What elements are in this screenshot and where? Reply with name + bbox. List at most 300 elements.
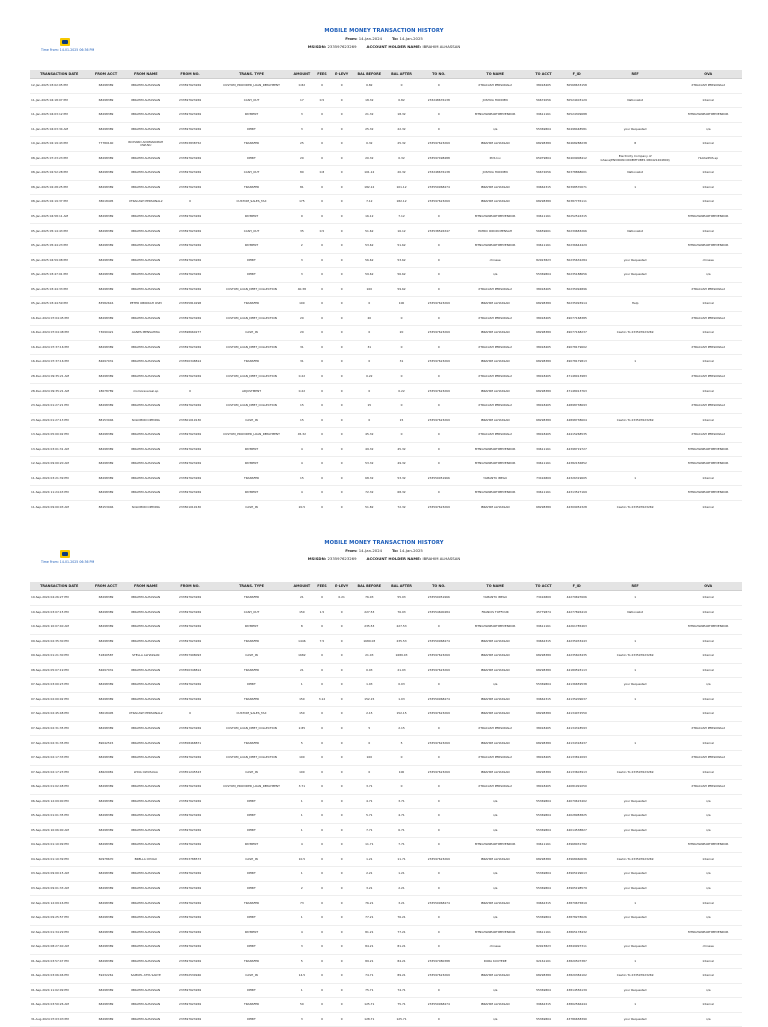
cell-to-acct: 39662315: [529, 896, 557, 911]
cell-from-no: 233501019130: [168, 413, 212, 428]
cell-bal-before: 1.21: [352, 852, 386, 867]
cell-f-id: 44014538827: [558, 823, 596, 838]
account-info: MSISDN: 233597623269 ACCOUNT HOLDER NAME: IBRAHIM ALHASSAN: [307, 556, 461, 561]
cell-bal-before: 5.71: [352, 809, 386, 824]
cell-ref: your Requested: [596, 911, 675, 926]
cell-to-acct: 68298389: [529, 649, 557, 664]
cell-bal-before: 0: [352, 384, 386, 399]
cell-to-acct: 82923823: [529, 940, 557, 955]
cell-to-no: 233248676138: [417, 93, 461, 108]
cell-fees: 0: [313, 983, 331, 998]
cell-trans-type: CUSTOM_PROVIDER_LOAN_REPAYMENT: [212, 780, 291, 795]
cell-ref: Cashin To 233597623269: [596, 413, 675, 428]
cell-from-no: 233597623269: [168, 486, 212, 501]
cell-to-no: 233597623269: [417, 137, 461, 152]
cell-amount: 1682: [291, 649, 313, 664]
table-row: [30, 823, 742, 838]
cell-to-acct: 38018405: [529, 780, 557, 795]
cell-from-acct: 68298389: [88, 721, 123, 736]
cell-from-no: 233597623269: [168, 79, 212, 94]
cell-to-no: 233597623269: [417, 195, 461, 210]
cell-from-no: 233597623269: [168, 457, 212, 472]
cell-bal-after: 76.21: [386, 911, 416, 926]
cell-date: 05-Jan-2025 03:44:59 PM: [30, 297, 88, 312]
cell-from-acct: 68298389: [88, 1012, 123, 1027]
cell-amount: 1: [291, 983, 313, 998]
cell-bal-before: 20.32: [352, 151, 386, 166]
cell-amount: 2: [291, 239, 313, 254]
cell-e-levy: 0: [331, 721, 352, 736]
table-row: [30, 195, 742, 210]
cell-fees: 0: [313, 998, 331, 1013]
cell-ref: 1: [596, 692, 675, 707]
cell-fees: 0: [313, 780, 331, 795]
cell-ova: Internal: [674, 954, 742, 969]
column-header: OVA: [674, 70, 742, 79]
cell-bal-after: 7.71: [386, 838, 416, 853]
cell-ova: Internal: [674, 195, 742, 210]
cell-ova: XTRACASH PERSONAL2: [674, 721, 742, 736]
cell-from-acct: 68298389: [88, 268, 123, 283]
column-header: TRANSACTION DATE: [30, 582, 88, 591]
cell-bal-before: 68.32: [352, 471, 386, 486]
cell-f-id: 50239683266: [558, 224, 596, 239]
cell-ref: Cashin To 233597623269: [596, 326, 675, 341]
cell-to-name: XTRACASH PERSONAL2: [461, 780, 529, 795]
column-header: REF: [596, 582, 675, 591]
cell-to-name: XTRACASH PERSONAL2: [461, 282, 529, 297]
cell-ref: [596, 457, 675, 472]
cell-amount: 3: [291, 1012, 313, 1027]
cell-ova: XTRACASH PERSONAL2: [674, 282, 742, 297]
cell-to-no: 233248676138: [417, 166, 461, 181]
cell-from-no: 233597623269: [168, 823, 212, 838]
cell-from-no: 233597623269: [168, 911, 212, 926]
cell-date: 02-Sep-2024 09:25:57 PM: [30, 911, 88, 926]
cell-date: 08-Jan-2025 02:52:28 PM: [30, 166, 88, 181]
cell-date: 08-Jan-2025 07:23:23 PM: [30, 151, 88, 166]
cell-e-levy: 0: [331, 151, 352, 166]
cell-bal-after: 81.21: [386, 940, 416, 955]
cell-to-name: n/a: [461, 867, 529, 882]
cell-bal-before: 0: [352, 413, 386, 428]
cell-from-acct: 68298389: [88, 634, 123, 649]
cell-trans-type: DEBIT: [212, 867, 291, 882]
cell-amount: 3: [291, 253, 313, 268]
cell-date: 01-Sep-2024 03:50:26 AM: [30, 998, 88, 1013]
cell-date: 10-Jan-2025 02:19:43 PM: [30, 137, 88, 152]
cell-bal-after: 235.53: [386, 634, 416, 649]
cell-from-name: STELLA ALHASSAN: [124, 649, 168, 664]
cell-ova: Internal: [674, 180, 742, 195]
cell-date: 16-Dec-2024 07:37:16 PM: [30, 340, 88, 355]
cell-date: 05-Jan-2025 03:47:01 PM: [30, 268, 88, 283]
table-row: [30, 605, 742, 620]
cell-bal-before: 51.82: [352, 500, 386, 515]
cell-e-levy: 0: [331, 137, 352, 152]
table-row: [30, 486, 742, 501]
cell-amount: 3: [291, 268, 313, 283]
cell-e-levy: 0: [331, 838, 352, 853]
cell-bal-after: 72.32: [386, 500, 416, 515]
cell-ova: XTRACASH PERSONAL2: [674, 311, 742, 326]
cell-from-no: 0: [168, 195, 212, 210]
table-row: [30, 736, 742, 751]
table-row: [30, 692, 742, 707]
cell-to-acct: 39611161: [529, 209, 557, 224]
cell-to-name: PATRIC RIDON MENSAH: [461, 224, 529, 239]
cell-ref: 1: [596, 954, 675, 969]
cell-e-levy: 0: [331, 998, 352, 1013]
cell-trans-type: CUSTOM_LOAN_DEBT_COLLECTION: [212, 399, 291, 414]
cell-from-acct: 68298389: [88, 998, 123, 1013]
statement-page-2: [0, 512, 768, 1024]
cell-amount: 150: [291, 605, 313, 620]
cell-to-name: JOSHUA HODDEN: [461, 166, 529, 181]
cell-from-name: IBRAHIM ALHASSAN: [124, 340, 168, 355]
cell-bal-after: 101.12: [386, 180, 416, 195]
table-row: [30, 983, 742, 998]
cell-bal-before: 1.03: [352, 678, 386, 693]
cell-to-no: 233597623269: [417, 413, 461, 428]
cell-ref: Cashin To 233597623269: [596, 649, 675, 664]
table-row: [30, 809, 742, 824]
table-header-row: [30, 70, 742, 79]
cell-from-acct: 68298389: [88, 224, 123, 239]
column-header: F_ID: [558, 70, 596, 79]
cell-ref: 1: [596, 471, 675, 486]
cell-ova: Internal: [674, 765, 742, 780]
cell-amount: 1: [291, 823, 313, 838]
cell-e-levy: 0: [331, 166, 352, 181]
cell-from-no: 233597623269: [168, 881, 212, 896]
cell-from-no: 233597623269: [168, 954, 212, 969]
cell-bal-before: 3.71: [352, 780, 386, 795]
cell-from-name: momoreversal.sp: [124, 384, 168, 399]
column-header: BAL BEFORE: [352, 70, 386, 79]
cell-ref: 1: [596, 591, 675, 606]
cell-from-no: 233597623269: [168, 311, 212, 326]
cell-ref: 1: [596, 663, 675, 678]
cell-trans-type: TRANSFER: [212, 663, 291, 678]
cell-to-name: n/a: [461, 823, 529, 838]
cell-from-name: LYDIA OWUSUAA: [124, 765, 168, 780]
cell-fees: 0: [313, 340, 331, 355]
cell-to-name: XTRACASH PERSONAL2: [461, 428, 529, 443]
cell-trans-type: CASH_IN: [212, 969, 291, 984]
cell-e-levy: 0: [331, 634, 352, 649]
transactions-table: [30, 70, 742, 530]
cell-date: 01-Sep-2024 11:02:09 PM: [30, 983, 88, 998]
cell-to-name: MTNGHLINEARTIMEVENDOR: [461, 620, 529, 635]
cell-ref: your Requested: [596, 867, 675, 882]
cell-to-name: n/a: [461, 268, 529, 283]
cell-date: 02-Sep-2024 01:34:29 PM: [30, 925, 88, 940]
cell-f-id: 43849997311: [558, 940, 596, 955]
cell-ref: [596, 751, 675, 766]
cell-e-levy: 0: [331, 794, 352, 809]
cell-to-no: 233597623269: [417, 765, 461, 780]
cell-from-acct: 60978670: [88, 852, 123, 867]
cell-ref: [596, 195, 675, 210]
table-row: [30, 998, 742, 1013]
cell-fees: 0: [313, 486, 331, 501]
cell-trans-type: PAYMENT: [212, 209, 291, 224]
column-header: E-LEVY: [331, 582, 352, 591]
cell-to-no: 233550051966: [417, 471, 461, 486]
cell-trans-type: CASH_OUT: [212, 93, 291, 108]
cell-bal-after: 6.71: [386, 823, 416, 838]
cell-to-acct: 68298389: [529, 326, 557, 341]
cell-from-no: 233597623269: [168, 809, 212, 824]
cell-fees: 0.5: [313, 93, 331, 108]
cell-to-no: 233550968474: [417, 180, 461, 195]
cell-to-no: 0: [417, 442, 461, 457]
cell-to-acct: 39611161: [529, 838, 557, 853]
cell-date: 08-Sep-2024 05:07:19 PM: [30, 663, 88, 678]
cell-bal-after: 22.32: [386, 122, 416, 137]
cell-amount: 15: [291, 471, 313, 486]
cell-to-acct: 45779874: [529, 605, 557, 620]
cell-ova: Internal: [674, 634, 742, 649]
cell-date: 13-Sep-2024 05:00:02 PM: [30, 428, 88, 443]
table-row: [30, 838, 742, 853]
cell-bal-before: 51.62: [352, 224, 386, 239]
cell-bal-after: 59.62: [386, 282, 416, 297]
cell-amount: 15: [291, 413, 313, 428]
cell-bal-before: 75.71: [352, 983, 386, 998]
table-row: [30, 911, 742, 926]
cell-bal-before: 20: [352, 311, 386, 326]
cell-from-name: IBRAHIM ALHASSAN: [124, 983, 168, 998]
cell-from-name: IBRAHIM ALHASSAN: [124, 355, 168, 370]
cell-to-acct: 68298389: [529, 663, 557, 678]
cell-ref: 1: [596, 180, 675, 195]
cell-bal-before: 49.32: [352, 442, 386, 457]
cell-bal-before: 100: [352, 751, 386, 766]
cell-amount: 9: [291, 209, 313, 224]
cell-ova: XTRACASH PERSONAL2: [674, 428, 742, 443]
cell-from-name: IBRAHIM ALHASSAN: [124, 253, 168, 268]
cell-trans-type: DEBIT: [212, 268, 291, 283]
cell-f-id: 44133812093: [558, 751, 596, 766]
cell-to-name: IBRAHIM ALHASSAN: [461, 692, 529, 707]
cell-ova: Internal: [674, 471, 742, 486]
cell-to-name: IBRAHIM ALHASSAN: [461, 896, 529, 911]
cell-to-no: 0: [417, 751, 461, 766]
cell-from-no: 233597623269: [168, 751, 212, 766]
cell-from-no: 233555810298: [168, 297, 212, 312]
cell-amount: 20: [291, 326, 313, 341]
cell-to-acct: 39611161: [529, 925, 557, 940]
cell-from-acct: 51840587: [88, 649, 123, 664]
cell-to-acct: 68298389: [529, 707, 557, 722]
cell-ref: Cashin To 233597623269: [596, 852, 675, 867]
cell-f-id: 43968460636: [558, 852, 596, 867]
cell-bal-before: 53.62: [352, 239, 386, 254]
cell-f-id: 50235093914: [558, 297, 596, 312]
cell-bal-before: 0: [352, 355, 386, 370]
cell-ref: your Requested: [596, 122, 675, 137]
cell-from-acct: 68298389: [88, 925, 123, 940]
cell-to-no: 0: [417, 721, 461, 736]
cell-amount: 100: [291, 765, 313, 780]
cell-bal-after: 0.03: [386, 678, 416, 693]
column-header: FEES: [313, 582, 331, 591]
cell-trans-type: TRANSFER: [212, 180, 291, 195]
cell-to-name: n/a: [461, 881, 529, 896]
cell-date: 31-Aug-2024 07:03:03 PM: [30, 1012, 88, 1027]
table-row: [30, 925, 742, 940]
cell-from-no: 233550348814: [168, 663, 212, 678]
cell-to-acct: 39611161: [529, 457, 557, 472]
cell-to-acct: 68298389: [529, 736, 557, 751]
cell-fees: 0: [313, 852, 331, 867]
cell-e-levy: 0: [331, 605, 352, 620]
cell-f-id: 43968031782: [558, 838, 596, 853]
cell-to-name: n/a: [461, 678, 529, 693]
cell-from-no: 233597623269: [168, 253, 212, 268]
cell-amount: 20.5: [291, 500, 313, 515]
cell-bal-after: 56.62: [386, 268, 416, 283]
cell-ova: XTRACASH PERSONAL2: [674, 340, 742, 355]
cell-e-levy: 0: [331, 428, 352, 443]
cell-from-no: 233597623269: [168, 471, 212, 486]
cell-f-id: 44134318437: [558, 736, 596, 751]
cell-from-name: IBRAHIM ALHASSAN: [124, 457, 168, 472]
cell-bal-before: 4.71: [352, 794, 386, 809]
cell-ref: 8: [596, 137, 675, 152]
cell-to-name: XTRACASH PERSONAL2: [461, 721, 529, 736]
cell-trans-type: DEBIT: [212, 122, 291, 137]
column-header: TO ACCT: [529, 70, 557, 79]
cell-to-name: IBRAHIM ALHASSAN: [461, 736, 529, 751]
cell-trans-type: DEBIT: [212, 911, 291, 926]
cell-to-acct: 68298389: [529, 500, 557, 515]
table-row: [30, 954, 742, 969]
table-row: [30, 151, 742, 166]
cell-fees: 0.8: [313, 166, 331, 181]
cell-from-name: IBRAHIM ALHASSAN: [124, 122, 168, 137]
cell-date: 16-Dec-2024 07:37:16 PM: [30, 355, 88, 370]
cell-to-name: IBRAHIM ALHASSAN: [461, 998, 529, 1013]
cell-f-id: 43786658390: [558, 1012, 596, 1027]
cell-e-levy: 0.21: [331, 591, 352, 606]
cell-e-levy: 0: [331, 852, 352, 867]
cell-fees: 0: [313, 940, 331, 955]
cell-date: 07-Sep-2024 02:00:02 PM: [30, 692, 88, 707]
cell-f-id: 44134072550: [558, 707, 596, 722]
cell-date: 09-Sep-2024 02:35:30 PM: [30, 634, 88, 649]
cell-ova: n/a: [674, 911, 742, 926]
cell-to-no: 0: [417, 209, 461, 224]
cell-bal-after: 49.32: [386, 457, 416, 472]
cell-ref: [596, 780, 675, 795]
cell-bal-before: 2.15: [352, 707, 386, 722]
cell-to-acct: 55369804: [529, 268, 557, 283]
column-header: E-LEVY: [331, 70, 352, 79]
cell-trans-type: CASH_OUT: [212, 224, 291, 239]
cell-ova: Internal: [674, 224, 742, 239]
cell-date: 02-Sep-2024 12:09:16 PM: [30, 896, 88, 911]
cell-f-id: 44309052328: [558, 500, 596, 515]
column-header: TO NAME: [461, 70, 529, 79]
cell-ova: n/a: [674, 678, 742, 693]
cell-date: 28-Dec-2024 09:35:21 AM: [30, 384, 88, 399]
cell-fees: 0: [313, 867, 331, 882]
cell-fees: 0: [313, 838, 331, 853]
cell-e-levy: 0: [331, 954, 352, 969]
cell-e-levy: 0: [331, 751, 352, 766]
cell-to-acct: 39611161: [529, 108, 557, 123]
cell-ova: Internal: [674, 692, 742, 707]
cell-from-no: 233597623269: [168, 867, 212, 882]
cell-amount: 100: [291, 297, 313, 312]
cell-bal-after: 100: [386, 765, 416, 780]
cell-fees: 0: [313, 209, 331, 224]
cell-from-no: 233553788573: [168, 852, 212, 867]
cell-e-levy: 0: [331, 867, 352, 882]
cell-f-id: 44277826419: [558, 605, 596, 620]
table-row: [30, 940, 742, 955]
cell-f-id: 50252516315: [558, 209, 596, 224]
cell-amount: 4: [291, 838, 313, 853]
cell-fees: 0: [313, 355, 331, 370]
cell-ref: Nationalist: [596, 93, 675, 108]
cell-bal-before: 5: [352, 721, 386, 736]
cell-from-name: BRELLA OYOGU: [124, 852, 168, 867]
cell-amount: 14.5: [291, 969, 313, 984]
cell-trans-type: CUSTOM_SALES_TAX: [212, 195, 291, 210]
cell-amount: 8: [291, 620, 313, 635]
cell-bal-after: 77.21: [386, 925, 416, 940]
cell-bal-after: 0.32: [386, 151, 416, 166]
cell-to-no: 0: [417, 457, 461, 472]
cell-ref: [596, 399, 675, 414]
cell-fees: 0: [313, 79, 331, 94]
cell-date: 16-Dec-2024 07:04:45 PM: [30, 311, 88, 326]
cell-to-acct: 38018405: [529, 282, 557, 297]
cell-to-name: n/a: [461, 809, 529, 824]
cell-from-no: 233597623269: [168, 620, 212, 635]
cell-trans-type: TRANSFER: [212, 355, 291, 370]
cell-e-levy: 0: [331, 209, 352, 224]
cell-ova: n/a: [674, 122, 742, 137]
column-header: BAL BEFORE: [352, 582, 386, 591]
cell-e-levy: 0: [331, 122, 352, 137]
cell-bal-before: 101.12: [352, 166, 386, 181]
report-time: Time From: 14-01-2025 06:36 PM: [41, 560, 95, 564]
cell-to-no: 0: [417, 620, 461, 635]
cell-from-name: IBRAHIM ALHASSAN: [124, 736, 168, 751]
cell-from-name: IBRAHIM ALHASSAN: [124, 180, 168, 195]
table-row: [30, 297, 742, 312]
cell-from-no: 233597623269: [168, 108, 212, 123]
cell-from-name: IBRAHIM ALHASSAN: [124, 780, 168, 795]
cell-to-name: MTNGHLINEARTIMEVENDOR: [461, 925, 529, 940]
table-row: [30, 765, 742, 780]
cell-bal-before: 21.32: [352, 108, 386, 123]
cell-ref: 1: [596, 355, 675, 370]
cell-to-name: n/a: [461, 122, 529, 137]
cell-to-no: 0: [417, 940, 461, 955]
cell-bal-before: 7.71: [352, 823, 386, 838]
cell-bal-before: 11.71: [352, 838, 386, 853]
cell-fees: 0: [313, 881, 331, 896]
cell-to-name: XTRACASH PERSONAL2: [461, 79, 529, 94]
cell-bal-after: 68.32: [386, 486, 416, 501]
cell-from-no: 233597623269: [168, 940, 212, 955]
